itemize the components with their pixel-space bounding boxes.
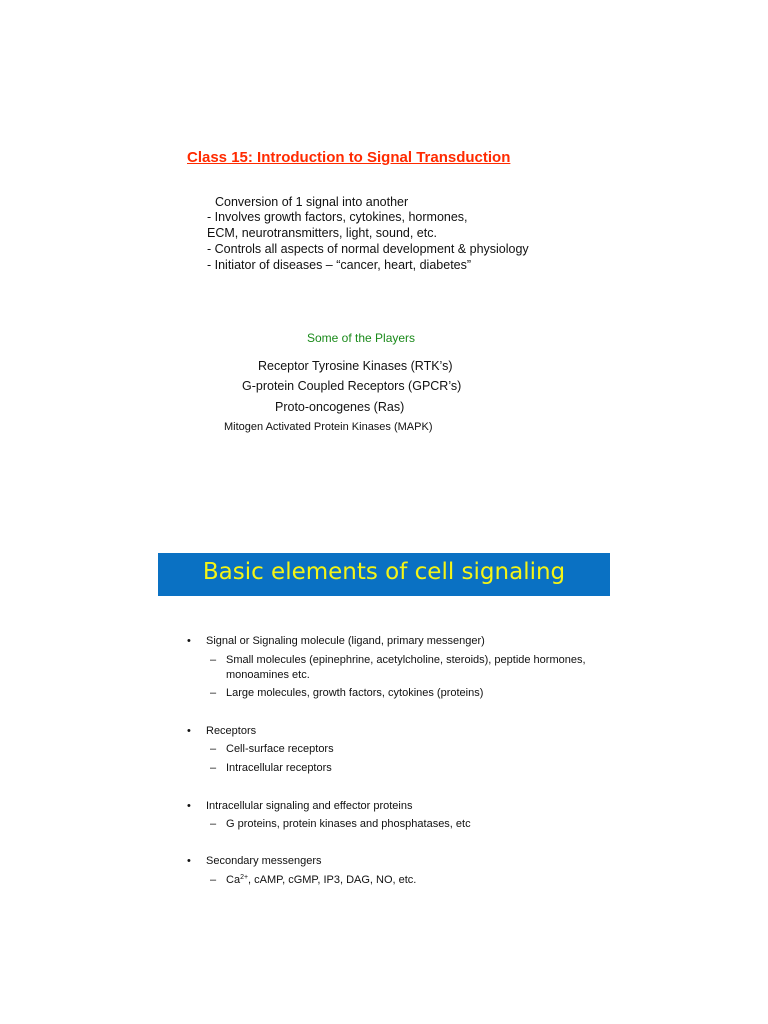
dash-icon: – [210, 874, 217, 886]
sub-bullet [210, 743, 334, 755]
intro-line: - Controls all aspects of normal development & physiology [207, 242, 529, 256]
bullet-icon: • [187, 855, 191, 867]
bullet-text: Receptors [206, 725, 257, 737]
intro-line: ECM, neurotransmitters, light, sound, etc. [207, 226, 437, 240]
player-item: Mitogen Activated Protein Kinases (MAPK) [224, 421, 433, 433]
sub-bullet [210, 818, 471, 830]
bullet-icon: • [187, 800, 191, 812]
section-banner [158, 553, 610, 596]
sub-bullet-text: Large molecules, growth factors, cytokines (proteins) [226, 687, 484, 699]
dash-icon: – [210, 762, 217, 774]
banner-title: Basic elements of cell signaling [202, 559, 566, 585]
superscript-charge: 2+ [240, 874, 249, 881]
sub-bullet-text: , cAMP, cGMP, IP3, DAG, NO, etc. [248, 874, 417, 886]
sub-bullet [210, 654, 586, 666]
bullet-text: Signal or Signaling molecule (ligand, primary messenger) [206, 635, 485, 647]
sub-bullet [210, 874, 416, 886]
player-item: Receptor Tyrosine Kinases (RTK’s) [258, 359, 453, 373]
sub-bullet-continuation: monoamines etc. [226, 669, 310, 681]
intro-line: Conversion of 1 signal into another [215, 195, 409, 209]
dash-icon: – [210, 687, 217, 699]
dash-icon: – [210, 743, 217, 755]
dash-icon: – [210, 818, 217, 830]
bullet-item [187, 800, 412, 812]
bullet-item [187, 855, 322, 867]
bullet-icon: • [187, 635, 191, 647]
bullet-text: Intracellular signaling and effector proteins [206, 800, 413, 812]
bullet-item [187, 635, 485, 647]
player-item: G-protein Coupled Receptors (GPCR’s) [242, 379, 462, 393]
bullet-text: Secondary messengers [206, 855, 322, 867]
intro-line: - Initiator of diseases – “cancer, heart, diabetes” [207, 258, 472, 272]
sub-bullet-text: Ca [226, 874, 241, 886]
sub-bullet-text: Small molecules (epinephrine, acetylcholine, steroids), peptide hormones, [226, 654, 586, 666]
players-heading: Some of the Players [307, 331, 416, 345]
sub-bullet [210, 687, 483, 699]
slide-title: Class 15: Introduction to Signal Transduction [187, 149, 511, 166]
bullet-icon: • [187, 725, 191, 737]
sub-bullet-text: Cell-surface receptors [226, 743, 334, 755]
sub-bullet-text: G proteins, protein kinases and phosphatases, etc [226, 818, 471, 830]
player-item: Proto-oncogenes (Ras) [275, 400, 405, 414]
bullet-item [187, 725, 256, 737]
intro-line: - Involves growth factors, cytokines, hormones, [207, 210, 468, 224]
sub-bullet-text: Intracellular receptors [226, 762, 332, 774]
dash-icon: – [210, 654, 217, 666]
sub-bullet [210, 762, 332, 774]
